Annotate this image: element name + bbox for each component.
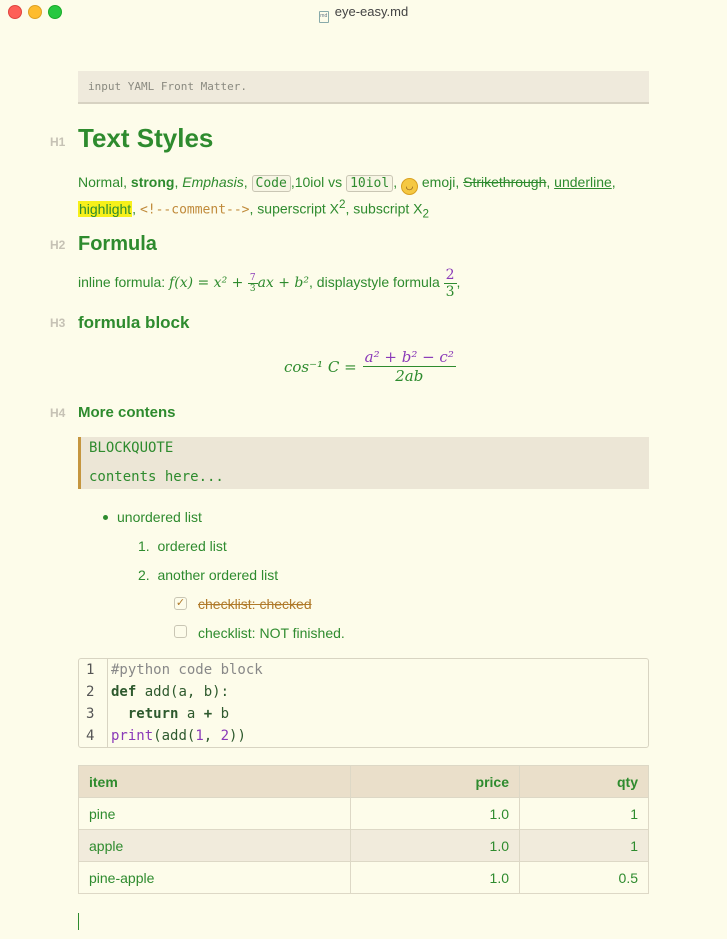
code-line-2: def add(a, b): <box>111 684 230 700</box>
title-bar <box>0 0 727 24</box>
table-cell[interactable]: pine-apple <box>79 862 351 894</box>
heading-formula[interactable]: Formula <box>78 233 157 255</box>
checklist-item-unchecked[interactable]: checklist: NOT finished. <box>198 625 345 641</box>
column-header-item[interactable]: item <box>79 766 351 798</box>
h4-marker: H4 <box>50 406 66 420</box>
bullet-icon <box>103 515 108 520</box>
highlight-text: highlight <box>79 200 132 217</box>
table-row <box>79 830 649 862</box>
table-row <box>79 862 649 894</box>
column-header-qty[interactable]: qty <box>520 766 649 798</box>
h3-marker: H3 <box>50 316 66 330</box>
heading-text-styles[interactable]: Text Styles <box>78 123 214 153</box>
yaml-front-matter[interactable] <box>78 71 649 104</box>
table-cell[interactable]: 1 <box>520 798 649 830</box>
inline-code-2: 10iol <box>346 175 393 192</box>
data-table[interactable] <box>78 765 649 894</box>
markdown-file-icon: md <box>319 11 329 23</box>
grinning-emoji-icon: ◡ <box>401 178 418 195</box>
inline-code: Code <box>252 175 291 192</box>
formula-block[interactable]: cos⁻¹ C = $\frac{\text{a² + b² − c²}}{2ab}$ <box>284 348 454 385</box>
code-block[interactable] <box>78 658 649 748</box>
code-line-4: print(add(1, 2)) <box>111 728 246 744</box>
text-styles-line-2[interactable]: highlight, <!--comment-->, superscript $X^2$, subscript $X_2$ <box>79 198 429 221</box>
unordered-list-item[interactable]: unordered list <box>117 509 202 525</box>
h1-marker: H1 <box>50 135 66 149</box>
table-header-row <box>79 766 649 798</box>
checklist-item-checked[interactable]: checklist: checked <box>198 596 312 612</box>
yaml-placeholder: input YAML Front Matter. <box>88 80 247 93</box>
line-number-gutter: 1 2 3 4 <box>79 659 108 747</box>
html-comment: <!--comment--> <box>139 202 250 218</box>
text-styles-line-1[interactable]: Normal, strong, Emphasis, Code ,10iol vs 10iol , ◡ emoji, Strikethrough, underline, <box>78 174 616 195</box>
ordered-list-item-1[interactable]: 1. ordered list <box>138 538 227 554</box>
checkbox-unchecked[interactable] <box>174 625 187 638</box>
table-cell[interactable]: 1.0 <box>351 862 520 894</box>
table-cell[interactable]: 1.0 <box>351 798 520 830</box>
code-line-1: #python code block <box>111 662 263 678</box>
formula-line[interactable]: inline formula: f(x) = x² + $\frac{7}{3}$ ax + b², displaystyle formula $\frac{2}{3}$ , <box>78 267 461 300</box>
table-cell[interactable]: 1.0 <box>351 830 520 862</box>
table-row <box>79 798 649 830</box>
table-cell[interactable]: pine <box>79 798 351 830</box>
window-title: md eye-easy.md <box>0 4 727 23</box>
table-cell[interactable]: apple <box>79 830 351 862</box>
ordered-list-item-2[interactable]: 2. another ordered list <box>138 567 279 583</box>
text-cursor <box>78 913 79 930</box>
checkbox-checked[interactable]: ✓ <box>175 597 186 609</box>
table-cell[interactable]: 1 <box>520 830 649 862</box>
h2-marker: H2 <box>50 238 66 252</box>
heading-formula-block[interactable]: formula block <box>78 313 190 332</box>
heading-more-contents[interactable]: More contens <box>78 404 176 421</box>
table-cell[interactable]: 0.5 <box>520 862 649 894</box>
blockquote[interactable]: BLOCKQUOTE contents here... <box>78 437 649 489</box>
code-line-3: return a + b <box>127 706 230 722</box>
column-header-price[interactable]: price <box>351 766 520 798</box>
